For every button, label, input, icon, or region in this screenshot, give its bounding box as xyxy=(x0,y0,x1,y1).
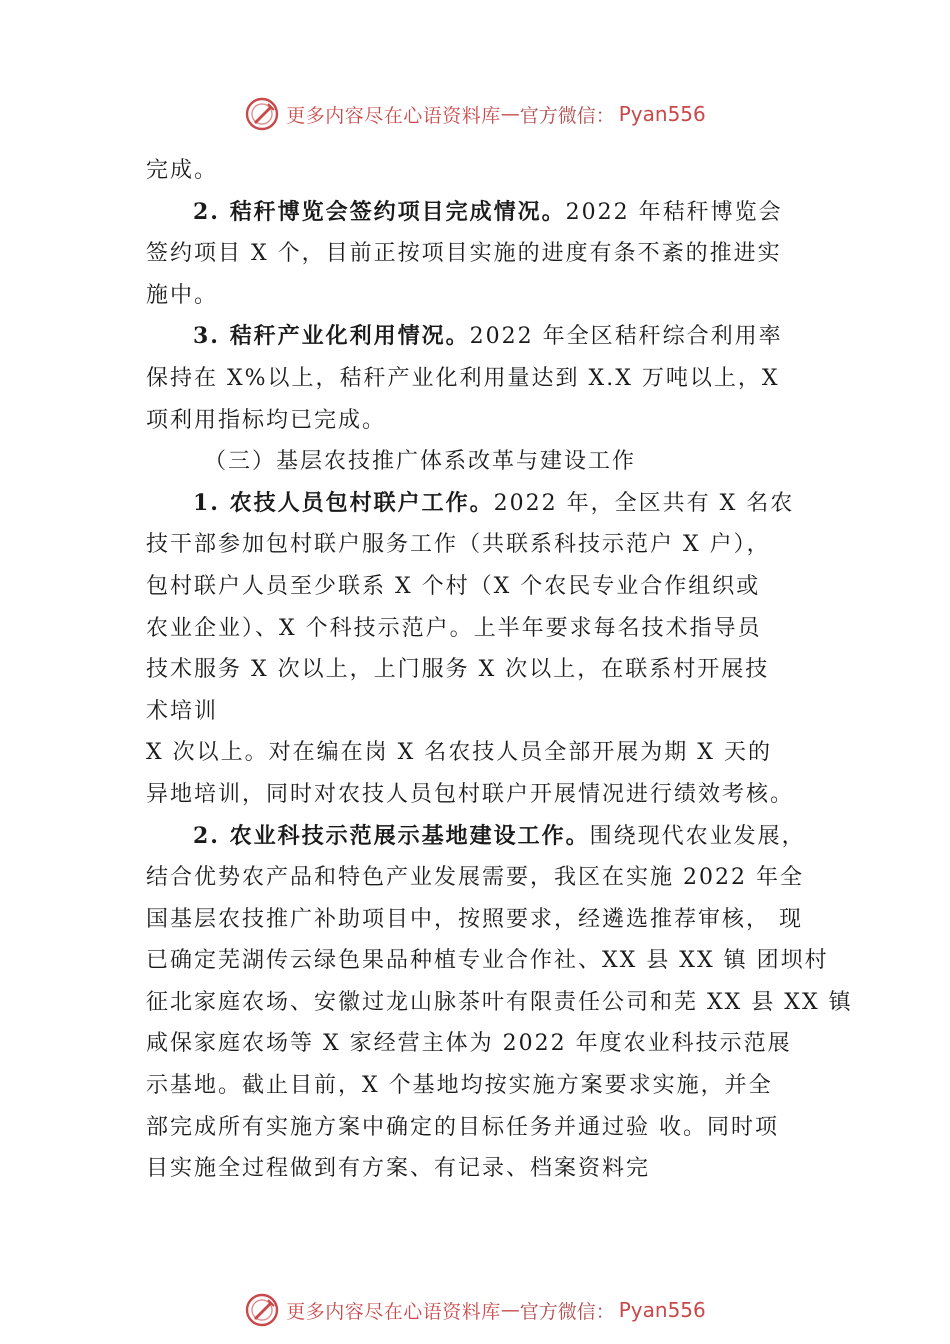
text-line: 签约项目 X 个，目前正按项目实施的进度有条不紊的推进实 xyxy=(146,241,782,267)
item-text: 2022 年全区秸秆综合利用率 xyxy=(469,324,783,350)
watermark-account: Pyan556 xyxy=(618,102,706,126)
text-line: 包村联户人员至少联系 X 个村（X 个农民专业合作组织或 xyxy=(146,573,761,599)
logo-icon xyxy=(244,1292,280,1328)
text-line: 施中。 xyxy=(146,282,219,308)
text-line: 项利用指标均已完成。 xyxy=(146,407,387,433)
watermark-label: 官方微信： xyxy=(519,104,615,127)
text-line: 术培训 xyxy=(146,698,219,724)
watermark-label: 官方微信： xyxy=(519,1300,615,1323)
text-line: 目实施全过程做到有方案、有记录、档案资料完 xyxy=(146,1156,651,1182)
text-line xyxy=(146,483,836,525)
text-line: 异地培训，同时对农技人员包村联户开展情况进行绩效考核。 xyxy=(146,781,795,807)
header-watermark xyxy=(0,94,950,134)
item-text: 2022 年秸秆博览会 xyxy=(565,199,783,225)
text-line: 技术服务 X 次以上，上门服务 X 次以上，在联系村开展技 xyxy=(146,657,770,683)
footer-watermark xyxy=(0,1290,950,1330)
watermark-separator: — xyxy=(500,103,520,125)
watermark-brand: 更多内容尽在心语资料库 xyxy=(286,104,501,127)
item-heading: 1. 农技人员包村联户工作。 xyxy=(193,489,494,516)
text-line: X 次以上。对在编在岗 X 名农技人员全部开展为期 X 天的 xyxy=(146,740,772,766)
watermark-separator: — xyxy=(500,1299,520,1321)
text-line: 完成。 xyxy=(146,158,219,183)
text-line: 技干部参加包村联户服务工作（共联系科技示范户 X 户）， xyxy=(146,532,771,558)
section-heading: （三）基层农技推广体系改革与建设工作 xyxy=(204,449,637,475)
watermark-brand: 更多内容尽在心语资料库 xyxy=(286,1300,501,1323)
document-body xyxy=(146,150,853,1190)
text-line: 部完成所有实施方案中确定的目标任务并通过验 收。同时项 xyxy=(146,1114,779,1140)
item-text: 2022 年，全区共有 X 名农 xyxy=(493,490,795,516)
item-text: 围绕现代农业发展， xyxy=(589,823,806,849)
text-line xyxy=(146,316,836,358)
text-line xyxy=(146,192,836,234)
text-line: 保持在 X%以上，秸秆产业化利用量达到 X.X 万吨以上，X xyxy=(146,365,780,391)
text-line: 农业企业）、X 个科技示范户。上半年要求每名技术指导员 xyxy=(146,615,762,641)
text-line: 征北家庭农场、安徽过龙山脉茶叶有限责任公司和芜 XX 县 XX 镇 xyxy=(146,989,853,1015)
text-line: 结合优势农产品和特色产业发展需要，我区在实施 2022 年全 xyxy=(146,865,804,891)
text-line: 咸保家庭农场等 X 家经营主体为 2022 年度农业科技示范展 xyxy=(146,1031,792,1057)
logo-icon xyxy=(244,96,280,132)
text-line xyxy=(146,816,836,858)
text-line: 已确定芜湖传云绿色果品种植专业合作社、XX 县 XX 镇 团坝村 xyxy=(146,948,829,974)
text-line: 国基层农技推广补助项目中，按照要求，经遴选推荐审核， 现 xyxy=(146,906,803,932)
item-heading: 2. 农业科技示范展示基地建设工作。 xyxy=(193,822,590,849)
watermark-account: Pyan556 xyxy=(618,1298,706,1322)
item-heading: 3. 秸秆产业化利用情况。 xyxy=(193,323,470,350)
text-line: 示基地。截止目前，X 个基地均按实施方案要求实施，并全 xyxy=(146,1073,773,1099)
item-heading: 2. 秸秆博览会签约项目完成情况。 xyxy=(193,198,566,225)
